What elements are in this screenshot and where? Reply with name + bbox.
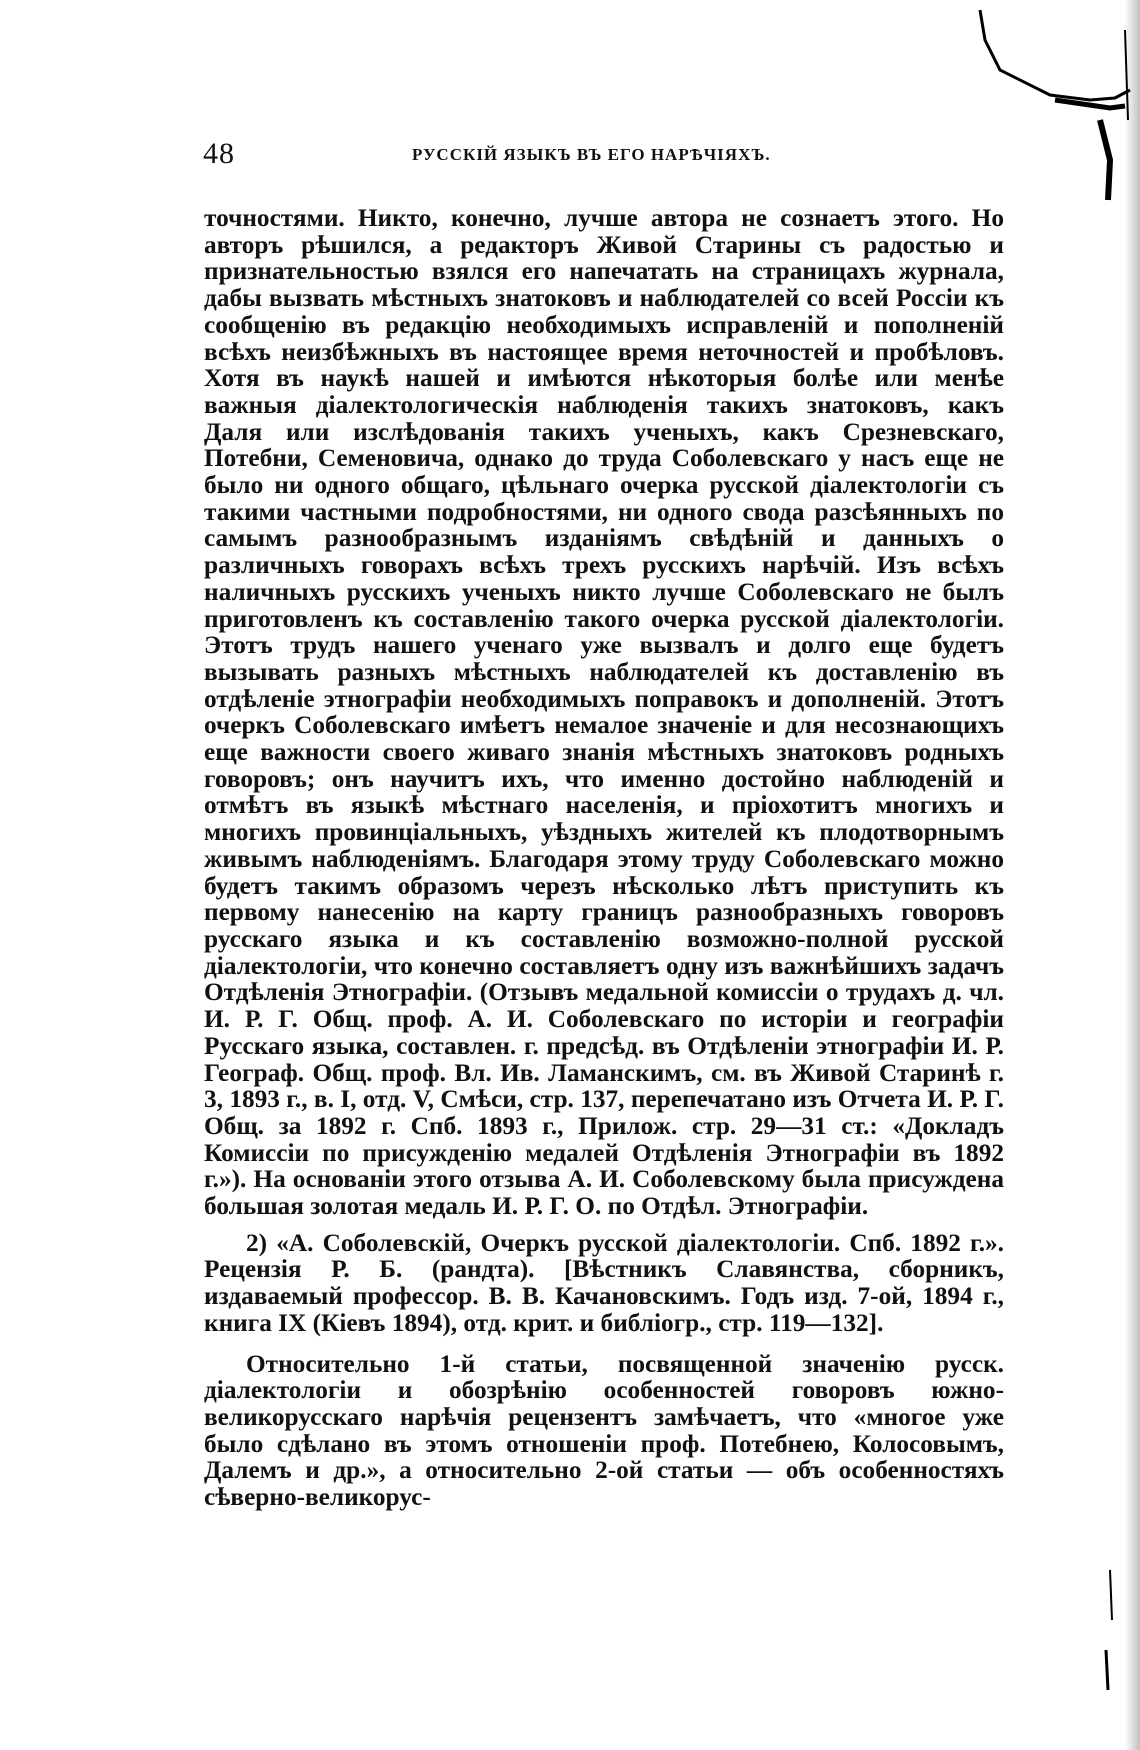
page-number: 48 [203,137,235,170]
paragraph-1: точностями. Никто, конечно, лучше автора не сознаетъ этого. Но авторъ рѣшился, а редакторъ Живой Старины съ радостью и признательностью взялся его напечатать на страницахъ журнала, дабы вызвать мѣстныхъ знатоковъ и наблюдателей со всей Россіи къ сообщенію въ редакцію необходимыхъ исправленій и пополненій всѣхъ неизбѣжныхъ въ настоящее время неточностей и пробѣловъ. Хотя въ наукѣ нашей и имѣются нѣкоторыя болѣе или менѣе важныя діалектологическія наблюденія такихъ знатоковъ, какъ Даля или изслѣдованія такихъ ученыхъ, какъ Срезневскаго, Потебни, Семеновича, однако до труда Соболевскаго у насъ еще не было ни одного общаго, цѣльнаго очерка русской діалектологіи съ такими частными подробностями, ни одного свода разсѣянныхъ по самымъ разнообразнымъ изданіямъ свѣдѣній и данныхъ о различныхъ говорахъ всѣхъ трехъ русскихъ нарѣчій. Изъ всѣхъ наличныхъ русскихъ ученыхъ никто лучше Соболевскаго не былъ приготовленъ къ составленію такого очерка русской діалектологіи. Этотъ трудъ нашего ученаго уже вызвалъ и долго еще будетъ вызывать разныхъ мѣстныхъ наблюдателей къ доставленію въ отдѣленіе этнографіи необходимыхъ поправокъ и дополненій. Этотъ очеркъ Соболевскаго имѣетъ немалое значеніе и для несознающихъ еще важности своего живаго знанія мѣстныхъ знатоковъ родныхъ говоровъ; онъ научитъ ихъ, что именно достойно наблюденій и отмѣтъ въ языкѣ мѣстнаго населенія, и пріохотитъ многихъ и многихъ провинціальныхъ, уѣздныхъ жителей къ плодотворнымъ живымъ наблюденіямъ. Благодаря этому труду Соболевскаго можно будетъ такимъ образомъ черезъ нѣсколько лѣтъ приступить къ первому нанесенію на карту границъ разнообразныхъ говоровъ русскаго языка и къ составленію возможно-полной русской діалектологіи, что конечно составляетъ одну изъ важнѣйшихъ задачъ Отдѣленія Этнографіи. (Отзывъ медальной комиссіи о трудахъ д. чл. И. Р. Г. Общ. проф. А. И. Соболевскаго по исторіи и географіи Русскаго языка, составлен. г. предсѣд. въ Отдѣленіи этнографіи И. Р. Географ. Общ. проф. Вл. Ив. Ламанскимъ, см. въ Живой Старинѣ г. 3, 1893 г., в. I, отд. V, Смѣси, стр. 137, перепечатано изъ Отчета И. Р. Г. Общ. за 1892 г. Спб. 1893 г., Прилож. стр. 29—31 ст.: «Докладъ Комиссіи по присужденію медалей Отдѣленія Этнографіи въ 1892 г.»). На основаніи этого отзыва А. И. Соболевскому была присуждена большая золотая медаль И. Р. Г. О. по Отдѣл. Этнографіи. [204,204,1004,1221]
running-title: РУССКІЙ ЯЗЫКЪ ВЪ ЕГО НАРѢЧІЯХЪ. [412,145,771,164]
body-text [204,205,1004,1511]
paragraph-2: 2) «А. Соболевскій, Очеркъ русской діалектологіи. Спб. 1892 г.». Рецензія Р. Б. (рандта). [Вѣстникъ Славянства, сборникъ, издаваемый профессор. В. В. Качановскимъ. Годъ изд. 7-ой, 1894 г., книга IX (Кіевъ 1894), отд. крит. и библіогр., стр. 119—132]. [204,1228,1004,1337]
scan-edge-shadow [1102,0,1140,1750]
scan-edge-artifact-bottom [1080,1560,1140,1750]
paragraph-3: Относительно 1-й статьи, посвященной значенію русск. діалектологіи и обозрѣнію особенностей говоровъ южно-великорусскаго нарѣчія рецензентъ замѣчаетъ, что «многое уже было сдѣлано въ этомъ отношеніи проф. Потебнею, Колосовымъ, Далемъ и др.», а относительно 2-ой статьи — объ особенностяхъ сѣверно-великорус- [204,1349,1004,1512]
scan-edge-artifact [940,0,1140,220]
